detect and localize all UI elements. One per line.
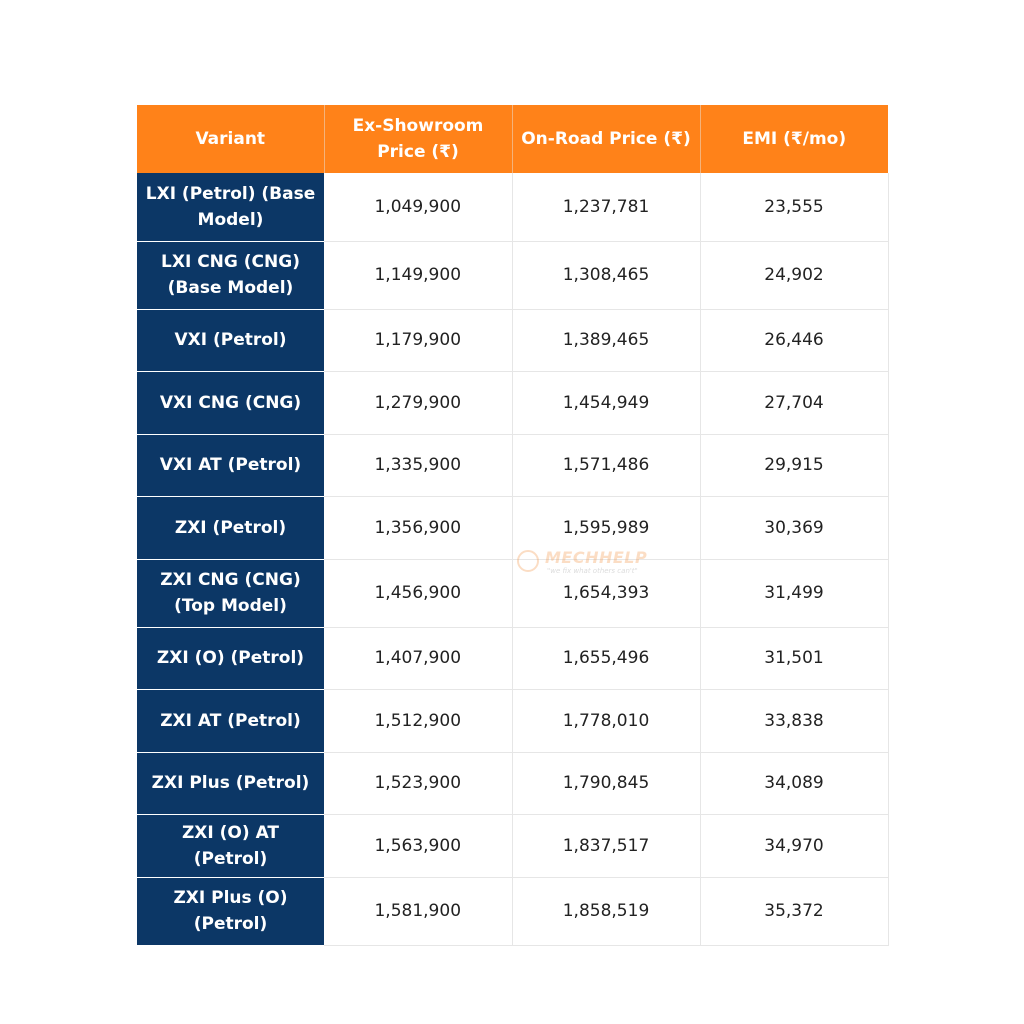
emi-cell: 27,704 bbox=[700, 372, 888, 435]
header-variant: Variant bbox=[137, 105, 324, 173]
header-ex-showroom-price: Ex-Showroom Price (₹) bbox=[324, 105, 512, 173]
table-row bbox=[137, 627, 888, 690]
table-row bbox=[137, 173, 888, 241]
table-row bbox=[137, 497, 888, 560]
header-emi: EMI (₹/mo) bbox=[700, 105, 888, 173]
ex-showroom-cell: 1,523,900 bbox=[324, 752, 512, 815]
variant-cell: ZXI (O) (Petrol) bbox=[137, 627, 324, 690]
table-row bbox=[137, 877, 888, 945]
table-row bbox=[137, 690, 888, 753]
table-row bbox=[137, 372, 888, 435]
on-road-cell: 1,389,465 bbox=[512, 309, 700, 372]
on-road-cell: 1,237,781 bbox=[512, 173, 700, 241]
on-road-cell: 1,654,393 bbox=[512, 559, 700, 627]
on-road-cell: 1,790,845 bbox=[512, 752, 700, 815]
emi-cell: 24,902 bbox=[700, 241, 888, 309]
variant-price-table bbox=[137, 105, 889, 946]
watermark-tagline: "we fix what others can't" bbox=[547, 567, 638, 575]
variant-cell: ZXI (O) AT (Petrol) bbox=[137, 815, 324, 878]
on-road-cell: 1,778,010 bbox=[512, 690, 700, 753]
table-header-row bbox=[137, 105, 888, 173]
variant-cell: LXI (Petrol) (Base Model) bbox=[137, 173, 324, 241]
header-on-road-price: On-Road Price (₹) bbox=[512, 105, 700, 173]
variant-cell: VXI AT (Petrol) bbox=[137, 434, 324, 497]
on-road-cell: 1,858,519 bbox=[512, 877, 700, 945]
on-road-cell: 1,655,496 bbox=[512, 627, 700, 690]
variant-cell: ZXI CNG (CNG) (Top Model) bbox=[137, 559, 324, 627]
emi-cell: 34,970 bbox=[700, 815, 888, 878]
table-row bbox=[137, 559, 888, 627]
table-row bbox=[137, 309, 888, 372]
table-row bbox=[137, 815, 888, 878]
on-road-cell: 1,308,465 bbox=[512, 241, 700, 309]
ex-showroom-cell: 1,149,900 bbox=[324, 241, 512, 309]
ex-showroom-cell: 1,335,900 bbox=[324, 434, 512, 497]
ex-showroom-cell: 1,279,900 bbox=[324, 372, 512, 435]
ex-showroom-cell: 1,563,900 bbox=[324, 815, 512, 878]
emi-cell: 26,446 bbox=[700, 309, 888, 372]
emi-cell: 35,372 bbox=[700, 877, 888, 945]
watermark-brand: MECHHELP bbox=[545, 548, 648, 567]
emi-cell: 34,089 bbox=[700, 752, 888, 815]
variant-cell: LXI CNG (CNG) (Base Model) bbox=[137, 241, 324, 309]
emi-cell: 31,501 bbox=[700, 627, 888, 690]
variant-cell: VXI (Petrol) bbox=[137, 309, 324, 372]
emi-cell: 30,369 bbox=[700, 497, 888, 560]
table-row bbox=[137, 241, 888, 309]
table-row bbox=[137, 434, 888, 497]
variant-cell: ZXI (Petrol) bbox=[137, 497, 324, 560]
ex-showroom-cell: 1,407,900 bbox=[324, 627, 512, 690]
emi-cell: 33,838 bbox=[700, 690, 888, 753]
on-road-cell: 1,454,949 bbox=[512, 372, 700, 435]
table-row bbox=[137, 752, 888, 815]
on-road-cell: 1,837,517 bbox=[512, 815, 700, 878]
ex-showroom-cell: 1,456,900 bbox=[324, 559, 512, 627]
on-road-cell: 1,595,989 bbox=[512, 497, 700, 560]
variant-cell: ZXI Plus (O) (Petrol) bbox=[137, 877, 324, 945]
ex-showroom-cell: 1,049,900 bbox=[324, 173, 512, 241]
emi-cell: 23,555 bbox=[700, 173, 888, 241]
ex-showroom-cell: 1,356,900 bbox=[324, 497, 512, 560]
ex-showroom-cell: 1,512,900 bbox=[324, 690, 512, 753]
emi-cell: 31,499 bbox=[700, 559, 888, 627]
on-road-cell: 1,571,486 bbox=[512, 434, 700, 497]
variant-cell: VXI CNG (CNG) bbox=[137, 372, 324, 435]
ex-showroom-cell: 1,179,900 bbox=[324, 309, 512, 372]
ex-showroom-cell: 1,581,900 bbox=[324, 877, 512, 945]
variant-cell: ZXI Plus (Petrol) bbox=[137, 752, 324, 815]
variant-cell: ZXI AT (Petrol) bbox=[137, 690, 324, 753]
emi-cell: 29,915 bbox=[700, 434, 888, 497]
